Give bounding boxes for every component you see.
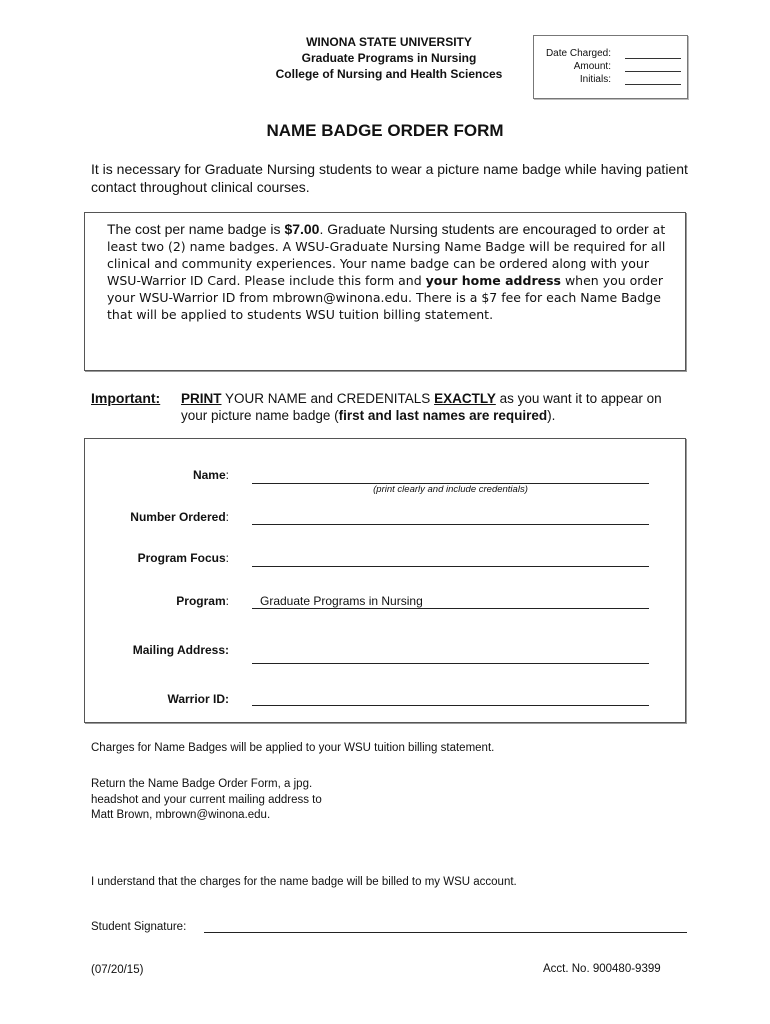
exactly-emphasis: EXACTLY [434, 391, 496, 406]
cost-lead: The cost per name badge is [107, 221, 285, 237]
return-line-1: Return the Name Badge Order Form, a jpg. [91, 778, 313, 790]
program-focus-label: Program Focus: [137, 551, 229, 565]
initials-label: Initials: [579, 74, 611, 85]
initials-line[interactable] [625, 84, 681, 85]
program-name: Graduate Programs in Nursing [301, 51, 477, 65]
charges-note: Charges for Name Badges will be applied to your WSU tuition billing statement. [91, 742, 495, 754]
order-form-box [84, 438, 686, 723]
warrior-id-label: Warrior ID: [167, 692, 229, 706]
important-text-3: ). [547, 408, 556, 423]
important-text-1: YOUR NAME and CREDENITALS [221, 391, 435, 406]
program-field[interactable] [252, 608, 649, 609]
cost-info-box [84, 212, 686, 371]
date-charged-label: Date Charged: [545, 48, 611, 59]
program-value: Graduate Programs in Nursing [260, 594, 423, 608]
cost-text [107, 221, 677, 323]
college-name: College of Nursing and Health Sciences [275, 67, 503, 81]
print-emphasis: PRINT [181, 391, 222, 406]
home-address-emphasis: your home address [425, 273, 561, 288]
understand-statement: I understand that the charges for the name badge will be billed to my WSU account. [91, 876, 517, 888]
amount-line[interactable] [625, 71, 681, 72]
number-ordered-field[interactable] [252, 524, 649, 525]
program-focus-field[interactable] [252, 566, 649, 567]
form-header [255, 34, 523, 82]
cost-details: at least two (2) name badges. A WSU-Graduate Nursing Name Badge will be required for all clinical and community experiences. Your name badge can be ordered along with your WSU-Warrior ID Card. Please include this form and [107, 222, 666, 288]
name-hint: (print clearly and include credentials) [373, 484, 528, 495]
cost-details-rest: when you order your WSU-Warrior ID from mbrown@winona.edu. There is a $7 fee for each Name Badge that will be applied to students WSU tuition billing statement. [107, 273, 663, 322]
number-ordered-label: Number Ordered: [130, 510, 229, 524]
signature-field[interactable] [204, 932, 687, 933]
name-label: Name: [192, 468, 229, 482]
important-label: Important: [91, 390, 161, 406]
return-line-2: headshot and your current mailing address to [91, 793, 322, 806]
required-emphasis: first and last names are required [338, 408, 548, 423]
important-text-2: as you want it to appear on your picture name badge ( [181, 391, 662, 423]
account-number: Acct. No. 900480-9399 [543, 963, 661, 975]
intro-paragraph: It is necessary for Graduate Nursing students to wear a picture name badge while having patient contact throughout clinical courses. [91, 161, 688, 195]
university-name: WINONA STATE UNIVERSITY [306, 35, 472, 49]
cost-price: $7.00 [284, 221, 320, 237]
mailing-address-field[interactable] [252, 663, 649, 664]
return-instructions [91, 777, 322, 824]
office-use-box [533, 35, 688, 99]
amount-label: Amount: [573, 61, 611, 72]
date-charged-line[interactable] [625, 58, 681, 59]
mailing-address-label: Mailing Address: [132, 643, 229, 657]
form-date: (07/20/15) [91, 964, 144, 976]
signature-label: Student Signature: [91, 921, 187, 933]
warrior-id-field[interactable] [252, 705, 649, 706]
program-label: Program: [176, 594, 229, 608]
important-text [181, 390, 691, 424]
form-title: NAME BADGE ORDER FORM [266, 121, 504, 140]
return-line-3: Matt Brown, mbrown@winona.edu. [91, 809, 271, 821]
cost-lead-rest: . Graduate Nursing students are encouraged to order [319, 221, 649, 237]
